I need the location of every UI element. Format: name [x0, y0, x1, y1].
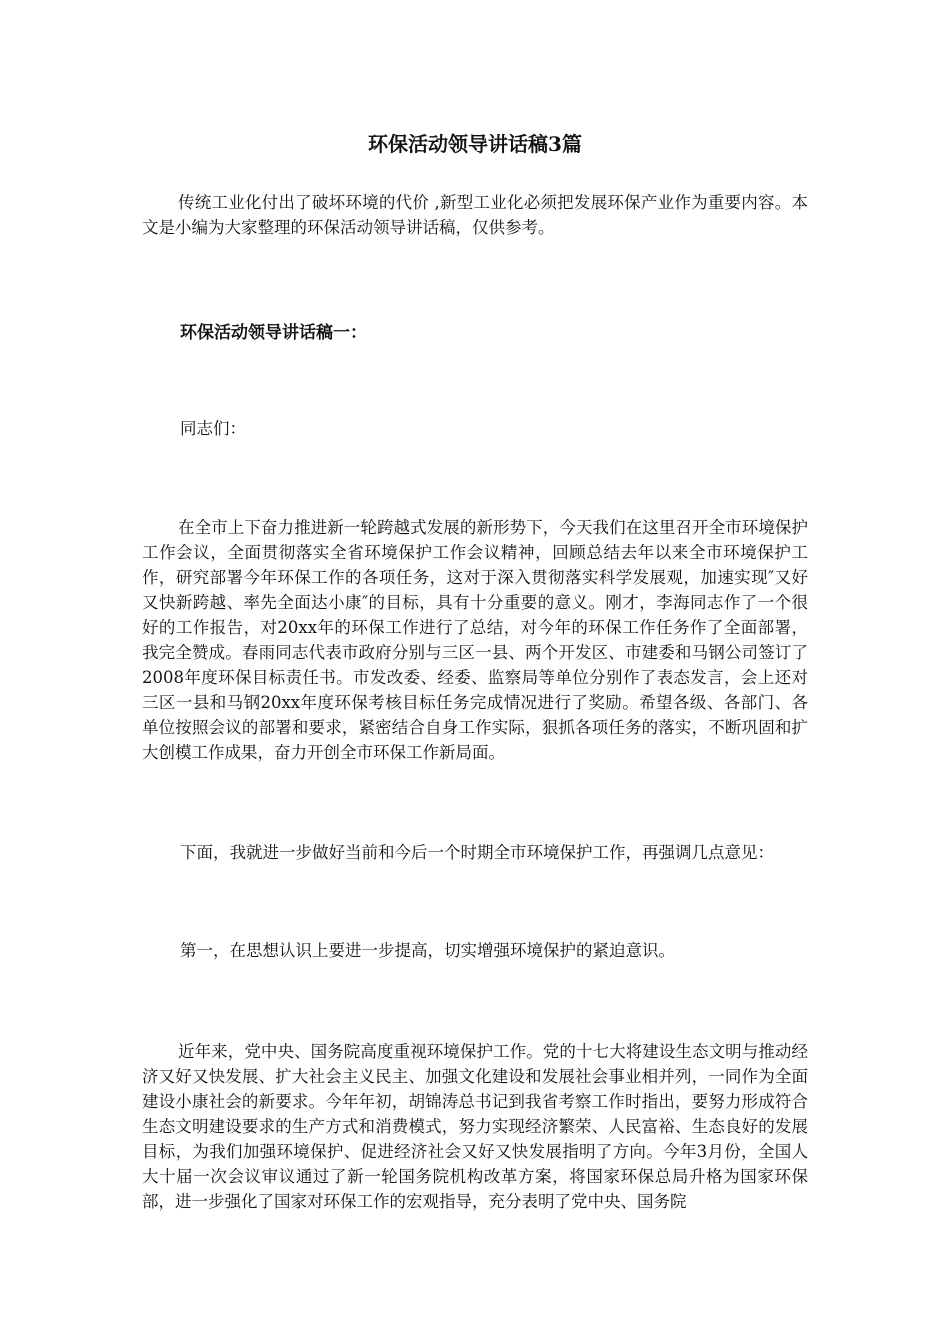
salutation: 同志们： [180, 419, 246, 438]
body-paragraph-2: 下面，我就进一步做好当前和今后一个时期全市环境保护工作，再强调几点意见： [180, 843, 774, 862]
point-heading-1: 第一，在思想认识上要进一步提高，切实增强环境保护的紧迫意识。 [180, 941, 675, 960]
body-paragraph-3: 近年来，党中央、国务院高度重视环境保护工作。党的十七大将建设生态文明与推动经济又好又快发展、扩大社会主义民主、加强文化建设和发展社会事业相并列，一同作为全面建设小康社会的新要求。今年年初，胡锦涛总书记到我省考察工作时指出，要努力形成符合生态文明建设要求的生产方式和消费模式，努力实现经济繁荣、人民富裕、生态良好的发展目标，为我们加强环境保护、促进经济社会又好又快发展指明了方向。今年3月份，全国人大十届一次会议审议通过了新一轮国务院机构改革方案，将国家环保总局升格为国家环保部，进一步强化了国家对环保工作的宏观指导，充分表明了党中央、国务院 [142, 1042, 808, 1211]
intro-paragraph: 传统工业化付出了破坏环境的代价 ,新型工业化必须把发展环保产业作为重要内容。本文是小编为大家整理的环保活动领导讲话稿，仅供参考。 [142, 193, 808, 237]
body-paragraph-1: 在全市上下奋力推进新一轮跨越式发展的新形势下，今天我们在这里召开全市环境保护工作会议，全面贯彻落实全省环境保护工作会议精神，回顾总结去年以来全市环境保护工作，研究部署今年环保工作的各项任务，这对于深入贯彻落实科学发展观，加速实现″又好又快新跨越、率先全面达小康″的目标，具有十分重要的意义。刚才，李海同志作了一个很好的工作报告，对20xx年的环保工作进行了总结，对今年的环保工作任务作了全面部署，我完全赞成。春雨同志代表市政府分别与三区一县、两个开发区、市建委和马钢公司签订了2008年度环保目标责任书。市发改委、经委、监察局等单位分别作了表态发言，会上还对三区一县和马钢20xx年度环保考核目标任务完成情况进行了奖励。希望各级、各部门、各单位按照会议的部署和要求，紧密结合自身工作实际，狠抓各项任务的落实，不断巩固和扩大创模工作成果，奋力开创全市环保工作新局面。 [142, 518, 808, 762]
document-title: 环保活动领导讲话稿3篇 [368, 132, 582, 156]
section-heading: 环保活动领导讲话稿一： [180, 323, 367, 343]
